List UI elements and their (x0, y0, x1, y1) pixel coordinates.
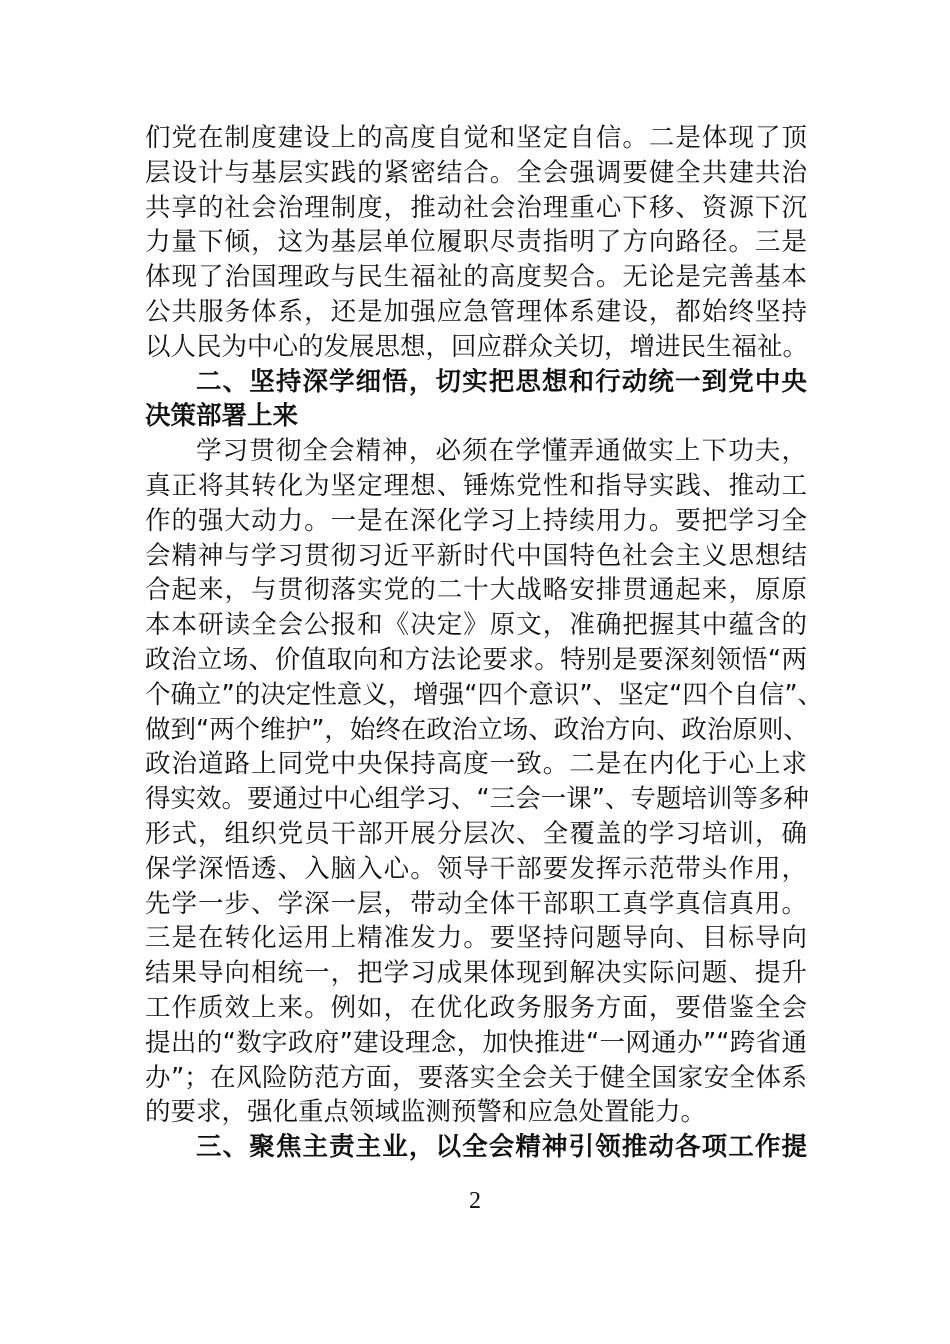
text-line: 力量下倾，这为基层单位履职尽责指明了方向路径。三是 (145, 227, 807, 258)
text-line: 先学一步、学深一层，带动全体干部职工真学真信真用。 (145, 888, 807, 919)
text-line: 本本研读全会公报和《决定》原文，准确把握其中蕴含的 (145, 610, 807, 641)
section-heading: 二、坚持深学细悟，切实把思想和行动统一到党中央 (196, 366, 807, 397)
text-line: 体现了治国理政与民生福祉的高度契合。无论是完善基本 (145, 262, 807, 293)
text-line: 会精神与学习贯彻习近平新时代中国特色社会主义思想结 (145, 540, 807, 571)
text-line: 提出的“数字政府”建设理念，加快推进“一网通办”“跨省通 (145, 1027, 807, 1058)
text-line: 们党在制度建设上的高度自觉和坚定自信。二是体现了顶 (145, 123, 807, 153)
text-line: 公共服务体系，还是加强应急管理体系建设，都始终坚持 (145, 296, 807, 327)
text-line: 个确立”的决定性意义，增强“四个意识”、坚定“四个自信”、 (145, 679, 824, 710)
text-line: 共享的社会治理制度，推动社会治理重心下移、资源下沉 (145, 192, 807, 223)
text-line: 形式，组织党员干部开展分层次、全覆盖的学习培训，确 (145, 818, 807, 849)
text-line: 做到“两个维护”，始终在政治立场、政治方向、政治原则、 (145, 714, 809, 745)
section-heading: 决策部署上来 (145, 401, 299, 432)
text-line: 得实效。要通过中心组学习、“三会一课”、专题培训等多种 (145, 784, 809, 815)
text-line: 政治道路上同党中央保持高度一致。二是在内化于心上求 (145, 749, 807, 780)
text-line: 合起来，与贯彻落实党的二十大战略安排贯通起来，原原 (145, 575, 807, 606)
text-line: 结果导向相统一，把学习成果体现到解决实际问题、提升 (145, 958, 807, 989)
section-heading: 三、聚焦主责主业，以全会精神引领推动各项工作提 (196, 1132, 807, 1163)
text-line: 办”；在风险防范方面，要落实全会关于健全国家安全体系 (145, 1062, 807, 1093)
page-number: 2 (469, 1188, 481, 1214)
text-line: 作的强大动力。一是在深化学习上持续用力。要把学习全 (145, 505, 807, 536)
text-line: 三是在转化运用上精准发力。要坚持问题导向、目标导向 (145, 923, 807, 954)
body-text (145, 121, 824, 1165)
text-line: 的要求，强化重点领域监测预警和应急处置能力。 (145, 1097, 707, 1128)
text-line: 政治立场、价值取向和方法论要求。特别是要深刻领悟“两 (145, 644, 807, 675)
text-line: 层设计与基层实践的紧密结合。全会强调要健全共建共治 (145, 157, 807, 188)
text-line: 学习贯彻全会精神，必须在学懂弄通做实上下功夫， (196, 436, 807, 467)
text-line: 真正将其转化为坚定理想、锤炼党性和指导实践、推动工 (145, 470, 807, 501)
text-line: 保学深悟透、入脑入心。领导干部要发挥示范带头作用， (145, 853, 807, 884)
text-line: 以人民为中心的发展思想，回应群众关切，增进民生福祉。 (145, 331, 809, 362)
text-line: 工作质效上来。例如，在优化政务服务方面，要借鉴全会 (145, 992, 807, 1023)
